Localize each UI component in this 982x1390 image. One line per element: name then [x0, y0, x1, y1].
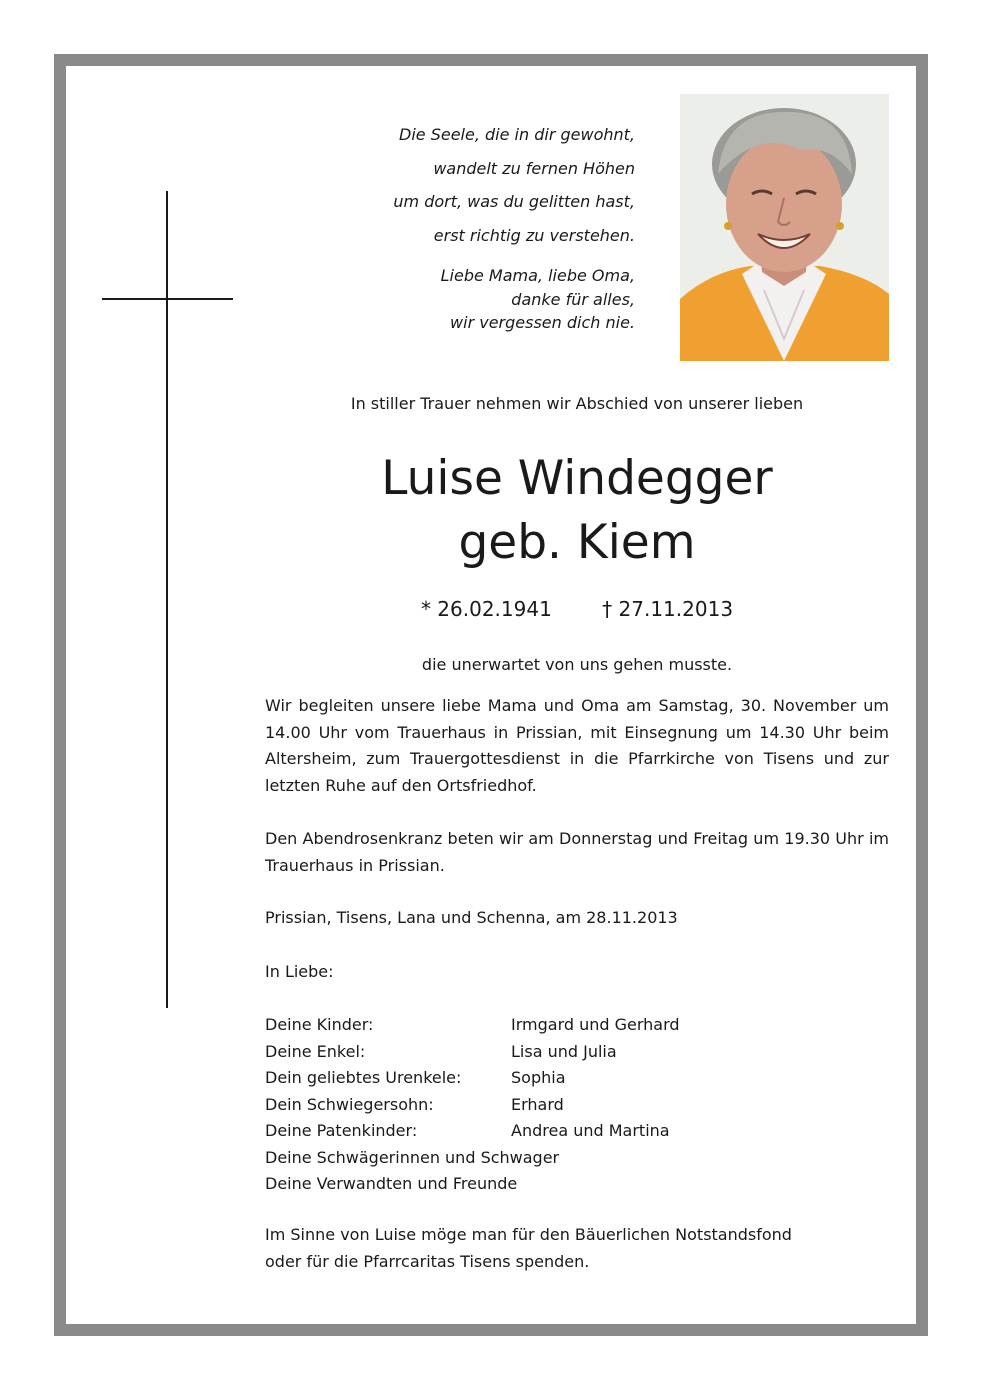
poem-line: Die Seele, die in dir gewohnt,	[399, 125, 635, 144]
family-list	[265, 1012, 889, 1198]
poem-line: erst richtig zu verstehen.	[433, 225, 635, 245]
family-role: Deine Schwägerinnen und Schwager	[265, 1147, 560, 1167]
farewell-line: Liebe Mama, liebe Oma,	[440, 266, 635, 285]
intro-text: In stiller Trauer nehmen wir Abschied von unserer lieben	[350, 394, 804, 413]
list-item	[265, 1145, 889, 1172]
rosary-paragraph: Den Abendrosenkranz beten wir am Donnerstag und Freitag um 19.30 Uhr im Trauerhaus in Prissian.	[265, 829, 889, 875]
list-item	[265, 1012, 889, 1039]
poem-verse	[393, 118, 635, 252]
list-item	[265, 1065, 889, 1092]
subline-text: die unerwartet von uns gehen musste.	[421, 655, 733, 674]
family-role: Deine Verwandten und Freunde	[265, 1174, 518, 1193]
portrait-illustration	[680, 94, 889, 361]
cross-icon	[166, 191, 168, 1008]
cross-icon-bar	[102, 298, 233, 300]
family-role: Dein Schwiegersohn:	[265, 1094, 434, 1114]
place-date-text: Prissian, Tisens, Lana und Schenna, am 28.11.2013	[265, 908, 678, 927]
farewell-line: danke für alles,	[511, 289, 635, 309]
family-names: Andrea und Martina	[511, 1121, 670, 1140]
birth-date: * 26.02.1941	[420, 597, 552, 621]
family-names: Irmgard und Gerhard	[511, 1015, 680, 1034]
family-role: Deine Enkel:	[265, 1041, 366, 1061]
family-names: Erhard	[511, 1094, 564, 1114]
farewell-line: wir vergessen dich nie.	[450, 313, 635, 332]
farewell-verse	[441, 264, 635, 335]
family-role: Deine Kinder:	[265, 1015, 374, 1034]
donation-line: Im Sinne von Luise möge man für den Bäuerlichen Notstandsfond	[265, 1225, 792, 1244]
family-names: Lisa und Julia	[511, 1041, 617, 1061]
poem-line: um dort, was du gelitten hast,	[393, 192, 635, 211]
family-role: Deine Patenkinder:	[265, 1121, 418, 1140]
death-date: † 27.11.2013	[602, 597, 734, 621]
deceased-name	[265, 447, 889, 575]
donation-text	[265, 1222, 889, 1275]
family-role: Dein geliebtes Urenkele:	[265, 1068, 462, 1087]
funeral-paragraph: Wir begleiten unsere liebe Mama und Oma am Samstag, 30. November um 14.00 Uhr vom Trauerhaus in Prissian, mit Einsegnung um 14.30 Uhr beim Altersheim, zum Trauergottesdienst in die Pfarrkirche von Tisens und zur letzten Ruhe auf den Ortsfriedhof.	[265, 696, 889, 795]
family-names: Sophia	[511, 1068, 566, 1087]
list-item	[265, 1092, 889, 1119]
in-love-text: In Liebe:	[265, 962, 334, 981]
maiden-name-line: geb. Kiem	[458, 515, 696, 570]
portrait-photo	[680, 94, 889, 361]
name-line: Luise Windegger	[381, 451, 773, 506]
list-item	[265, 1118, 889, 1145]
donation-line: oder für die Pfarrcaritas Tisens spenden.	[265, 1251, 590, 1271]
list-item	[265, 1039, 889, 1066]
life-dates	[265, 597, 889, 621]
list-item	[265, 1171, 889, 1198]
poem-line: wandelt zu fernen Höhen	[433, 158, 635, 178]
